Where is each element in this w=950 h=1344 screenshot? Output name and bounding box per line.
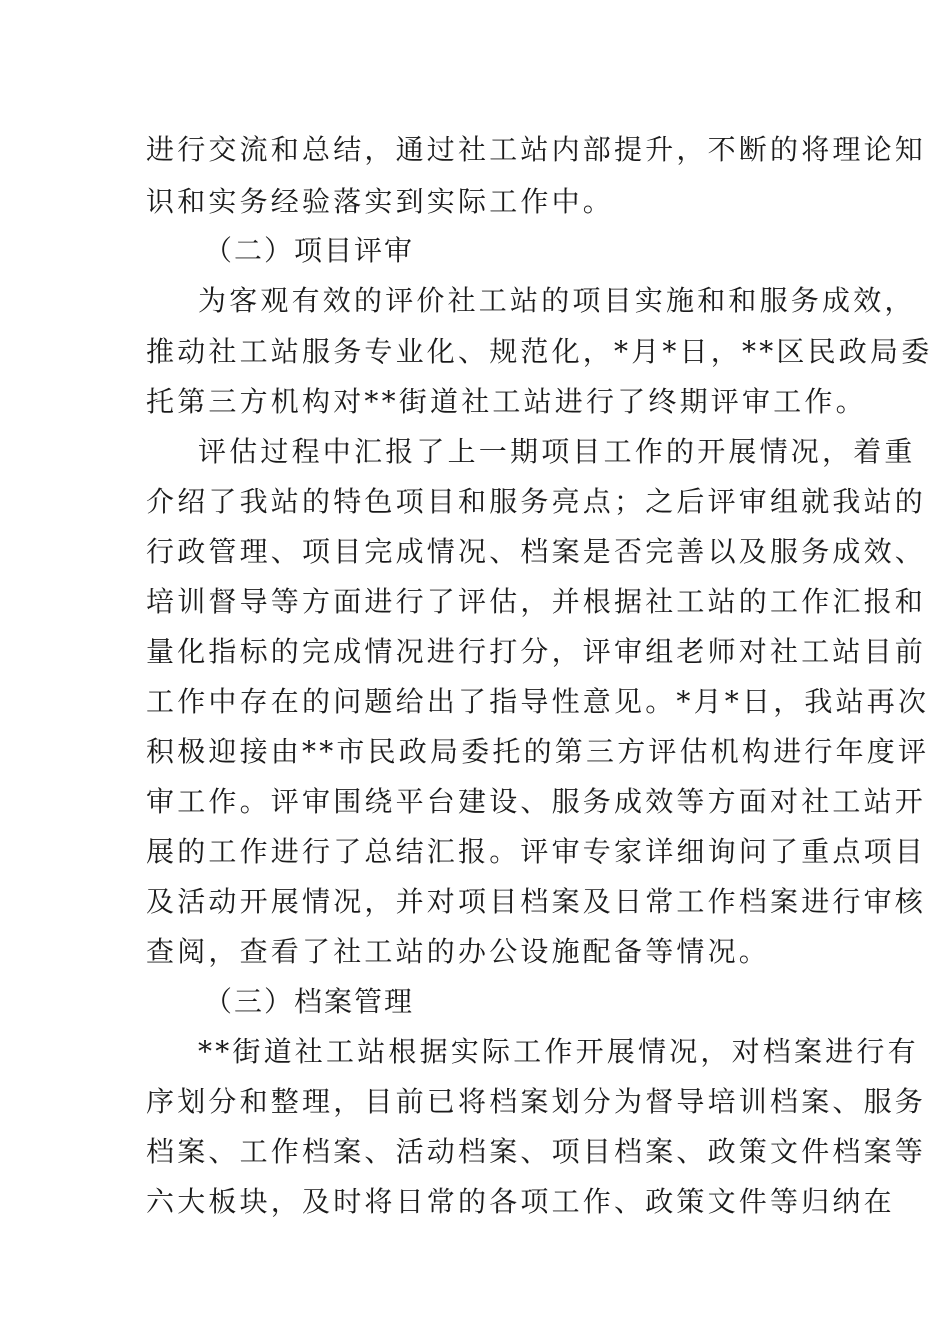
paragraph-line: 工作中存在的问题给出了指导性意见。*月*日，我站再次 <box>146 685 930 718</box>
section-heading: （二）项目评审 <box>204 234 415 267</box>
paragraph-line: 培训督导等方面进行了评估，并根据社工站的工作汇报和 <box>146 585 927 618</box>
paragraph-line: 展的工作进行了总结汇报。评审专家详细询问了重点项目 <box>146 835 927 868</box>
paragraph-line: 托第三方机构对**街道社工站进行了终期评审工作。 <box>146 385 867 418</box>
paragraph-line: 识和实务经验落实到实际工作中。 <box>146 185 615 218</box>
paragraph-line: 查阅，查看了社工站的办公设施配备等情况。 <box>146 935 771 968</box>
paragraph-line: 量化指标的完成情况进行打分，评审组老师对社工站目前 <box>146 635 927 668</box>
paragraph-line: 六大板块，及时将日常的各项工作、政策文件等归纳在 <box>146 1185 895 1218</box>
paragraph-line: 推动社工站服务专业化、规范化，*月*日，**区民政局委 <box>146 335 933 368</box>
paragraph-line: 审工作。评审围绕平台建设、服务成效等方面对社工站开 <box>146 785 927 818</box>
paragraph-line: 行政管理、项目完成情况、档案是否完善以及服务成效、 <box>146 535 927 568</box>
paragraph-line: **街道社工站根据实际工作开展情况，对档案进行有 <box>198 1035 919 1068</box>
paragraph-line: 进行交流和总结，通过社工站内部提升，不断的将理论知 <box>146 133 927 166</box>
paragraph-line: 评估过程中汇报了上一期项目工作的开展情况，着重 <box>198 435 916 468</box>
paragraph-line: 及活动开展情况，并对项目档案及日常工作档案进行审核 <box>146 885 927 918</box>
paragraph-line: 档案、工作档案、活动档案、项目档案、政策文件档案等 <box>146 1135 927 1168</box>
paragraph-line: 介绍了我站的特色项目和服务亮点；之后评审组就我站的 <box>146 485 927 518</box>
paragraph-line: 序划分和整理，目前已将档案划分为督导培训档案、服务 <box>146 1085 927 1118</box>
paragraph-line: 积极迎接由**市民政局委托的第三方评估机构进行年度评 <box>146 735 930 768</box>
paragraph-line: 为客观有效的评价社工站的项目实施和和服务成效， <box>198 284 916 317</box>
section-heading: （三）档案管理 <box>204 985 415 1018</box>
